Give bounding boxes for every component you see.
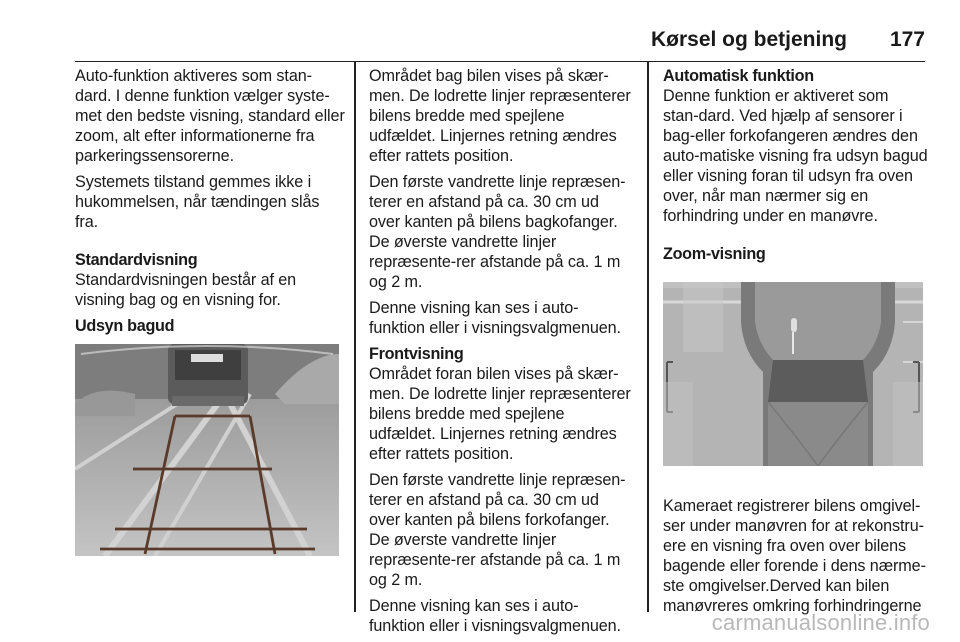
section-heading: Standardvisning [75,251,198,269]
zoom-view-camera-image [663,282,923,466]
column-divider-1 [354,62,356,612]
column-3 [663,66,928,622]
paragraph: Standardvisningen består af en visning bag og en visning for. [75,271,297,309]
section-heading: Frontvisning [369,345,464,363]
paragraph: Kameraet registrerer bilens omgivel-ser under manøvren for at rekonstru-ere en visning fra oven over bilens bagende eller forende i dens nærme-ste omgivelser.Derved kan bilen manøvreres omkring forhindringerne [663,497,926,615]
paragraph: Den første vandrette linje repræsen-terer en afstand på ca. 30 cm ud over kanten på bilens bagkofanger. De øverste vandrette linjer repræsente-rer afstande på ca. 1 m og 2 m. [369,173,626,291]
paragraph: Auto-funktion aktiveres som stan-dard. I denne funktion vælger syste-met den bedste visning, standard eller zoom, alt efter informationerne fra parkeringssensorerne. [75,67,345,165]
column-1 [75,66,345,570]
column-2 [369,66,634,642]
section-heading: Automatisk funktion [663,67,814,85]
paragraph: Denne funktion er aktiveret som stan-dard. Ved hjælp af sensorer i bag-eller forkofangeren ændres den auto-matiske visning fra udsyn bagud eller visning foran til udsyn fra oven over, når man nærmer sig en forhindring under en manøvre. [663,87,928,225]
paragraph: Denne visning kan ses i auto-funktion eller i visningsvalgmenuen. [369,597,621,635]
paragraph: Denne visning kan ses i auto-funktion eller i visningsvalgmenuen. [369,299,621,337]
section-heading: Zoom-visning [663,245,766,263]
column-divider-2 [647,62,649,612]
paragraph: Området bag bilen vises på skær-men. De lodrette linjer repræsenterer bilens bredde med spejlene udfældet. Linjernes retning ændres efter rattets position. [369,67,631,165]
page-header [75,22,925,62]
paragraph: Den første vandrette linje repræsen-terer en afstand på ca. 30 cm ud over kanten på bilens forkofanger. De øverste vandrette linjer repræsente-rer afstande på ca. 1 m og 2 m. [369,471,626,589]
page-title: Kørsel og betjening [650,28,847,51]
watermark: carmanualsonline.info [711,610,930,635]
page-number: 177 [889,28,925,51]
paragraph: Systemets tilstand gemmes ikke i hukommelsen, når tændingen slås fra. [75,173,320,231]
paragraph: Området foran bilen vises på skær-men. De lodrette linjer repræsenterer bilens bredde med spejlene udfældet. Linjernes retning ændres efter rattets position. [369,365,631,463]
rear-view-camera-image [75,344,339,556]
section-heading: Udsyn bagud [75,317,175,335]
